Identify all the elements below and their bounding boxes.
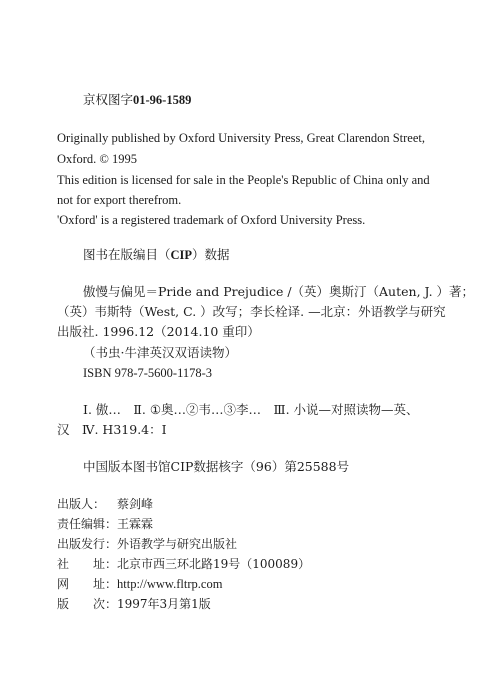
info-value: 外语教学与研究出版社	[117, 537, 238, 551]
cip-heading-bold: CIP	[170, 248, 193, 262]
info-label: 社 址：	[57, 557, 118, 571]
info-value: 1997年3月第1版	[117, 597, 211, 611]
cip-classification-line-1: Ⅰ. 傲… Ⅱ. ①奥…②韦…③李… Ⅲ. 小说—对照读物—英、	[83, 402, 419, 417]
license-line-5: 'Oxford' is a registered trademark of Oxford University Press.	[57, 213, 366, 227]
info-row-distributor	[57, 536, 237, 552]
info-value: 蔡剑峰	[117, 497, 154, 511]
license-line-3: This edition is licensed for sale in the People's Republic of China only and	[57, 173, 430, 187]
info-value: 王霖霖	[117, 517, 154, 531]
cip-heading-pre: 图书在版编目（	[83, 247, 171, 262]
info-label: 责任编辑：	[57, 517, 118, 531]
info-row-website	[57, 576, 222, 592]
license-line-2: Oxford. © 1995	[57, 152, 137, 166]
info-row-edition	[57, 596, 211, 612]
cip-isbn: ISBN 978-7-5600-1178-3	[83, 366, 213, 380]
cip-entry-line-2: （英）韦斯特（West, C. ）改写；李长栓译. —北京：外语教学与研究	[57, 304, 446, 319]
cip-classification-line-2: 汉 Ⅳ. H319.4：I	[57, 422, 167, 437]
info-row-editor	[57, 516, 153, 532]
copyright-registration	[83, 92, 191, 108]
info-row-publisher	[57, 496, 153, 512]
cip-series: （书虫·牛津英汉双语读物）	[83, 345, 237, 360]
cip-heading-post: ）数据	[192, 247, 230, 262]
info-value-link[interactable]: http://www.fltrp.com	[117, 577, 223, 591]
license-line-1: Originally published by Oxford University Press, Great Clarendon Street,	[57, 131, 425, 145]
cip-entry-line-3: 出版社. 1996.12（2014.10 重印）	[57, 324, 260, 339]
info-label: 出版发行：	[57, 537, 118, 551]
cip-entry-line-1: 傲慢与偏见＝Pride and Prejudice /（英）奥斯汀（Auten, J. ）著；	[83, 284, 475, 299]
info-row-address	[57, 556, 310, 572]
info-label: 出版人：	[57, 497, 106, 511]
cip-verification-number: 中国版本图书馆CIP数据核字（96）第25588号	[83, 459, 350, 474]
copyright-reg-number: 01-96-1589	[133, 93, 192, 107]
cip-heading	[83, 247, 230, 263]
info-value: 北京市西三环北路19号（100089）	[117, 557, 311, 571]
info-label: 版 次：	[57, 597, 118, 611]
copyright-reg-prefix: 京权图字	[83, 92, 134, 107]
info-label: 网 址：	[57, 577, 118, 591]
license-line-4: not for export therefrom.	[57, 193, 182, 207]
